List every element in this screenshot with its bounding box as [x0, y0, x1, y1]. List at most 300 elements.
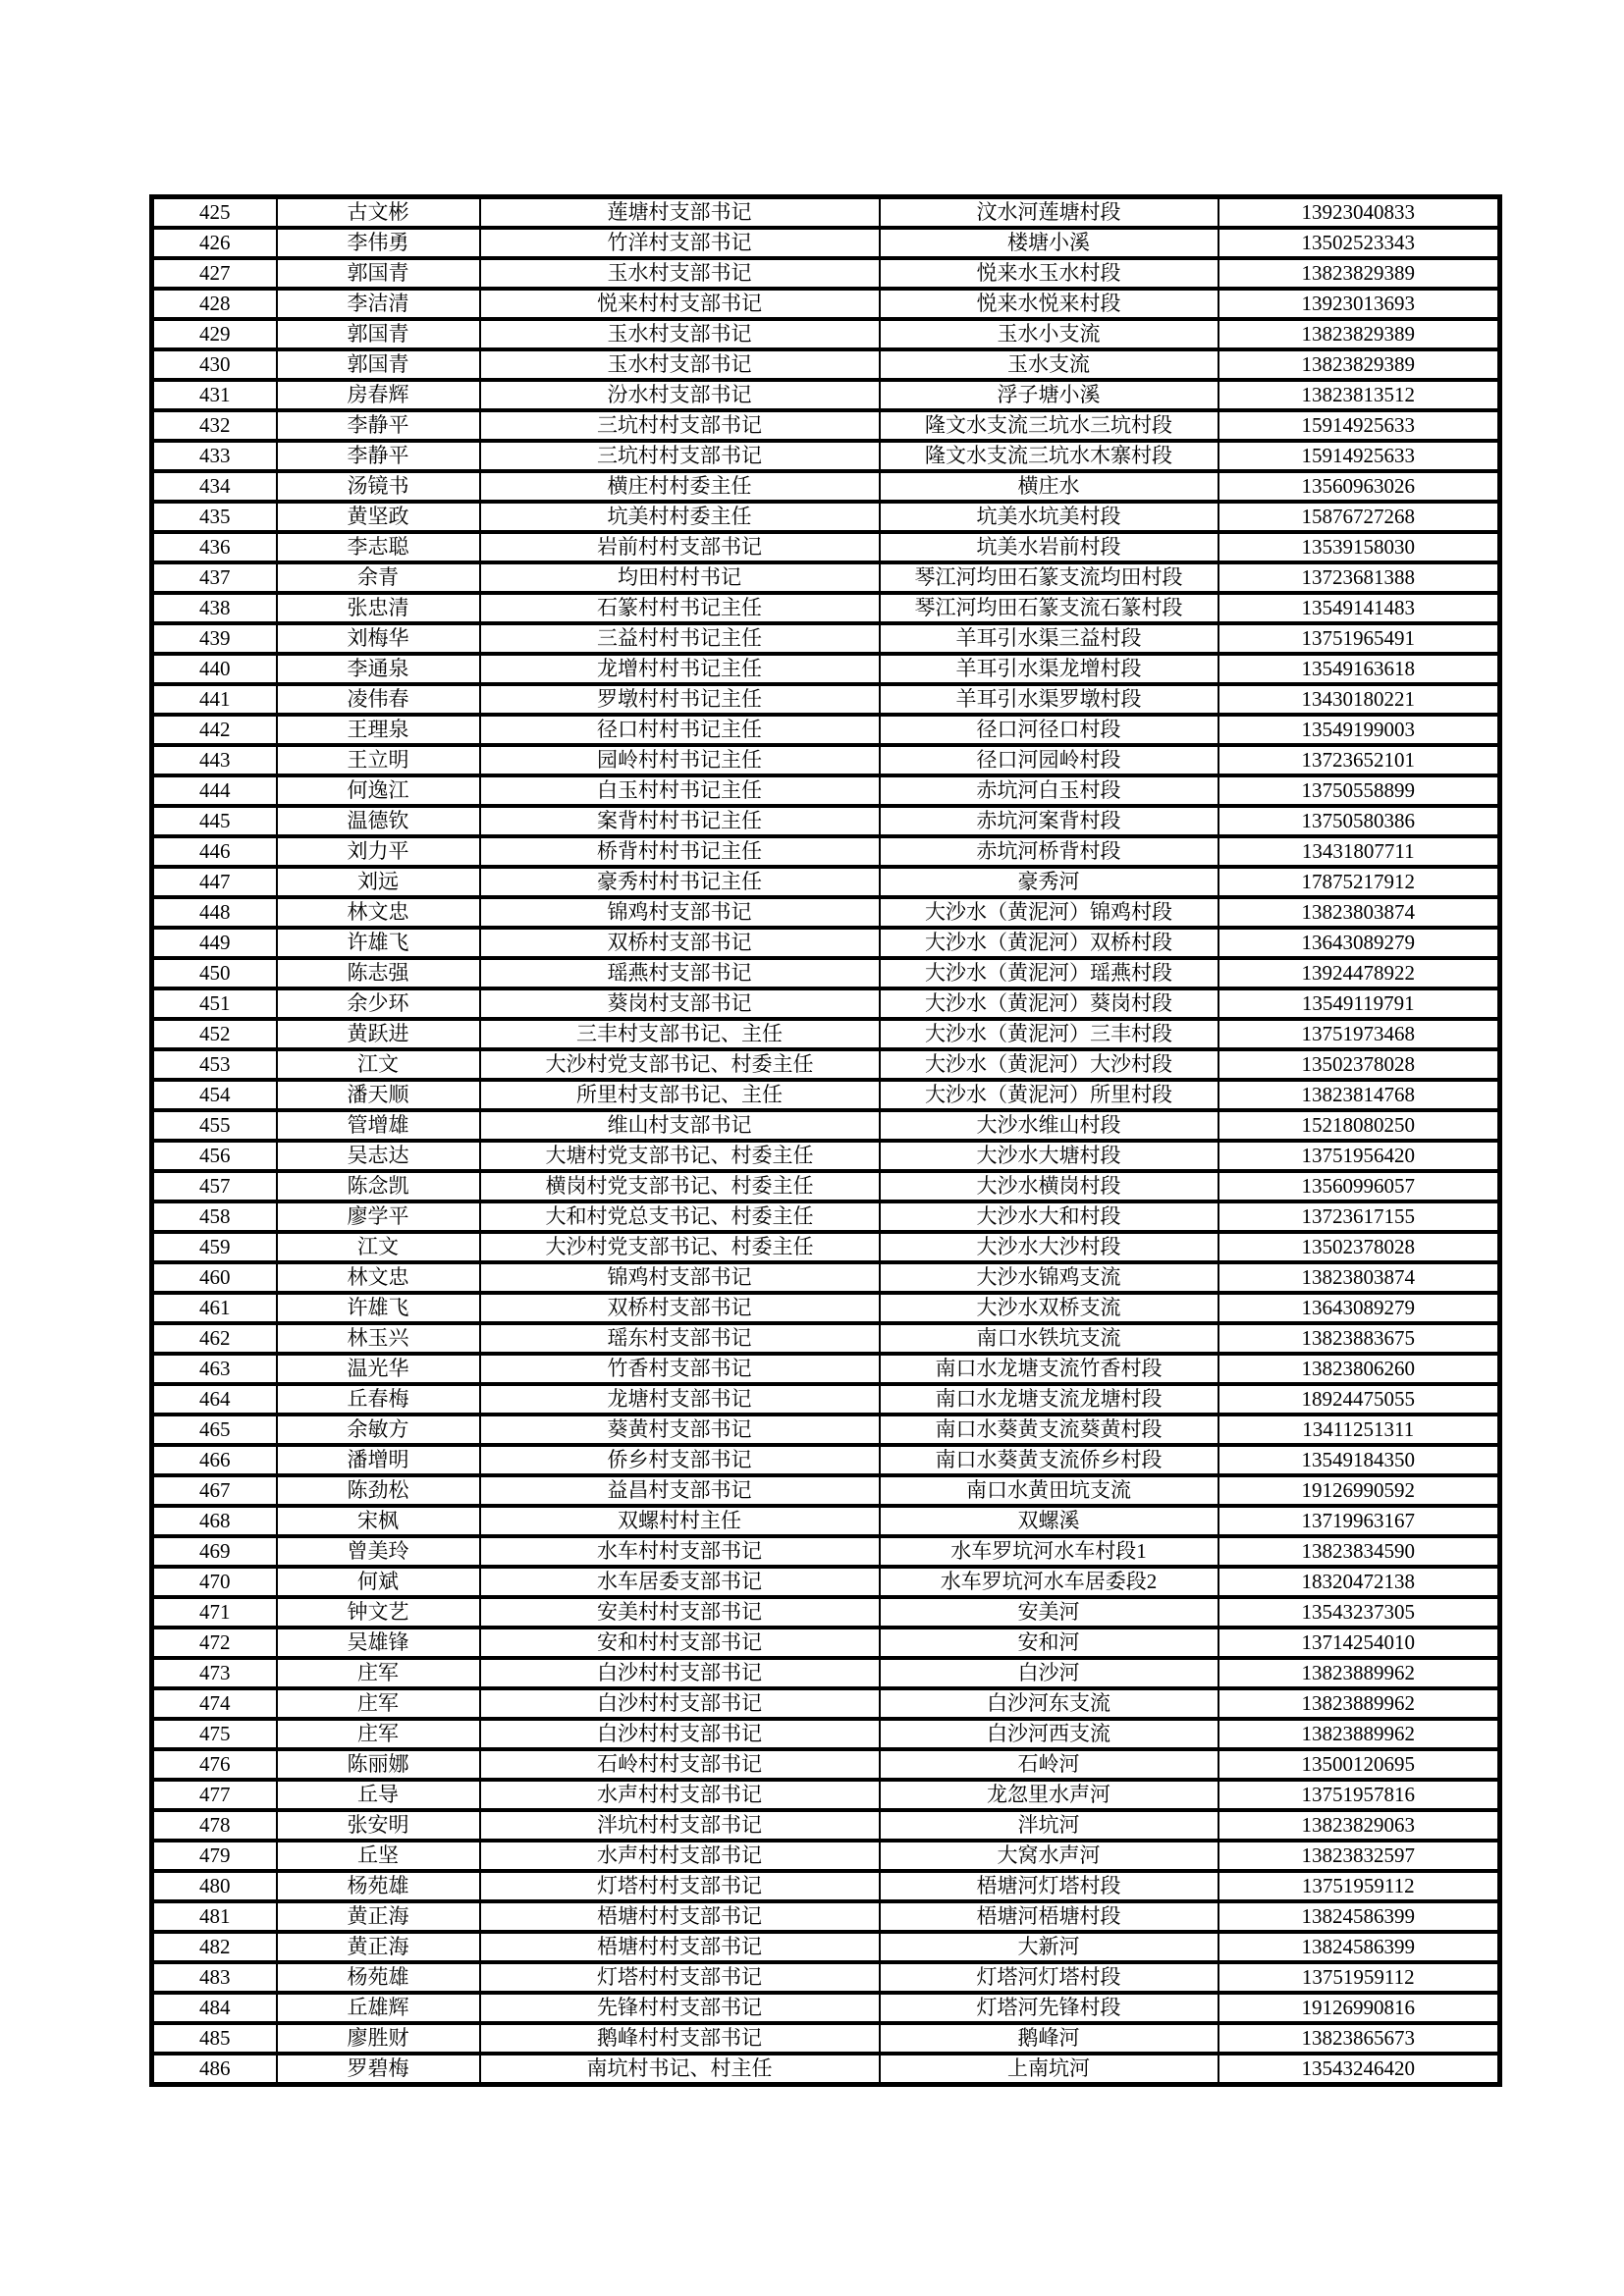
- phone-cell: 13823865673: [1218, 2023, 1500, 2054]
- river-segment-cell: 大沙水大沙村段: [880, 1232, 1218, 1262]
- river-segment-cell: 大沙水（黄泥河）三丰村段: [880, 1019, 1218, 1049]
- river-segment-cell: 悦来水玉水村段: [880, 258, 1218, 289]
- row-number-cell: 449: [152, 928, 277, 958]
- phone-cell: 13824586399: [1218, 1901, 1500, 1932]
- table-row: [152, 1110, 1500, 1141]
- phone-cell: 13723617155: [1218, 1201, 1500, 1232]
- table-row: [152, 562, 1500, 593]
- phone-cell: 13723652101: [1218, 745, 1500, 775]
- position-cell: 灯塔村村支部书记: [480, 1871, 880, 1901]
- name-cell: 王立明: [277, 745, 480, 775]
- row-number-cell: 463: [152, 1354, 277, 1384]
- position-cell: 双桥村支部书记: [480, 1293, 880, 1323]
- name-cell: 潘天顺: [277, 1080, 480, 1110]
- position-cell: 锦鸡村支部书记: [480, 897, 880, 928]
- river-segment-cell: 坑美水岩前村段: [880, 532, 1218, 562]
- phone-cell: 13823814768: [1218, 1080, 1500, 1110]
- river-segment-cell: 大沙水（黄泥河）葵岗村段: [880, 988, 1218, 1019]
- river-segment-cell: 琴江河均田石篆支流石篆村段: [880, 593, 1218, 623]
- phone-cell: 17875217912: [1218, 867, 1500, 897]
- position-cell: 双桥村支部书记: [480, 928, 880, 958]
- row-number-cell: 482: [152, 1932, 277, 1962]
- position-cell: 维山村支部书记: [480, 1110, 880, 1141]
- table-row: [152, 1171, 1500, 1201]
- row-number-cell: 433: [152, 441, 277, 471]
- name-cell: 余青: [277, 562, 480, 593]
- table-row: [152, 1323, 1500, 1354]
- name-cell: 庄军: [277, 1658, 480, 1688]
- position-cell: 双螺村村主任: [480, 1506, 880, 1536]
- name-cell: 何逸江: [277, 775, 480, 806]
- river-segment-cell: 南口水铁坑支流: [880, 1323, 1218, 1354]
- row-number-cell: 438: [152, 593, 277, 623]
- phone-cell: 13549141483: [1218, 593, 1500, 623]
- position-cell: 灯塔村村支部书记: [480, 1962, 880, 1993]
- phone-cell: 13643089279: [1218, 928, 1500, 958]
- name-cell: 管增雄: [277, 1110, 480, 1141]
- phone-cell: 13823883675: [1218, 1323, 1500, 1354]
- row-number-cell: 430: [152, 349, 277, 380]
- row-number-cell: 483: [152, 1962, 277, 1993]
- row-number-cell: 434: [152, 471, 277, 502]
- name-cell: 江文: [277, 1232, 480, 1262]
- phone-cell: 13549163618: [1218, 654, 1500, 684]
- row-number-cell: 476: [152, 1749, 277, 1780]
- table-row: [152, 1201, 1500, 1232]
- name-cell: 杨苑雄: [277, 1962, 480, 1993]
- phone-cell: 13502378028: [1218, 1232, 1500, 1262]
- row-number-cell: 427: [152, 258, 277, 289]
- river-segment-cell: 灯塔河先锋村段: [880, 1993, 1218, 2023]
- table-row: [152, 1597, 1500, 1628]
- table-row: [152, 745, 1500, 775]
- river-segment-cell: 梧塘河灯塔村段: [880, 1871, 1218, 1901]
- phone-cell: 13923040833: [1218, 197, 1500, 229]
- position-cell: 悦来村村支部书记: [480, 289, 880, 319]
- row-number-cell: 446: [152, 836, 277, 867]
- name-cell: 郭国青: [277, 319, 480, 349]
- table-row: [152, 1445, 1500, 1475]
- phone-cell: 13714254010: [1218, 1628, 1500, 1658]
- table-row: [152, 1932, 1500, 1962]
- name-cell: 何斌: [277, 1567, 480, 1597]
- row-number-cell: 454: [152, 1080, 277, 1110]
- position-cell: 安美村村支部书记: [480, 1597, 880, 1628]
- phone-cell: 15218080250: [1218, 1110, 1500, 1141]
- name-cell: 丘春梅: [277, 1384, 480, 1415]
- position-cell: 均田村村书记: [480, 562, 880, 593]
- phone-cell: 13823829389: [1218, 349, 1500, 380]
- phone-cell: 13539158030: [1218, 532, 1500, 562]
- table-row: [152, 684, 1500, 715]
- table-row: [152, 897, 1500, 928]
- row-number-cell: 480: [152, 1871, 277, 1901]
- phone-cell: 13823834590: [1218, 1536, 1500, 1567]
- river-segment-cell: 横庄水: [880, 471, 1218, 502]
- river-segment-cell: 白沙河西支流: [880, 1719, 1218, 1749]
- row-number-cell: 435: [152, 502, 277, 532]
- river-segment-cell: 玉水支流: [880, 349, 1218, 380]
- phone-cell: 13823806260: [1218, 1354, 1500, 1384]
- phone-cell: 13824586399: [1218, 1932, 1500, 1962]
- name-cell: 杨苑雄: [277, 1871, 480, 1901]
- row-number-cell: 481: [152, 1901, 277, 1932]
- name-cell: 许雄飞: [277, 1293, 480, 1323]
- name-cell: 李静平: [277, 410, 480, 441]
- table-row: [152, 593, 1500, 623]
- river-segment-cell: 楼塘小溪: [880, 228, 1218, 258]
- phone-cell: 15914925633: [1218, 441, 1500, 471]
- phone-cell: 13924478922: [1218, 958, 1500, 988]
- row-number-cell: 442: [152, 715, 277, 745]
- row-number-cell: 441: [152, 684, 277, 715]
- phone-cell: 15914925633: [1218, 410, 1500, 441]
- table-row: [152, 471, 1500, 502]
- name-cell: 黄正海: [277, 1932, 480, 1962]
- table-row: [152, 410, 1500, 441]
- table-row: [152, 1354, 1500, 1384]
- river-segment-cell: 赤坑河白玉村段: [880, 775, 1218, 806]
- river-segment-cell: 大沙水大塘村段: [880, 1141, 1218, 1171]
- phone-cell: 13411251311: [1218, 1415, 1500, 1445]
- name-cell: 钟文艺: [277, 1597, 480, 1628]
- table-row: [152, 1962, 1500, 1993]
- contact-roster-table: [149, 194, 1502, 2087]
- row-number-cell: 467: [152, 1475, 277, 1506]
- table-row: [152, 502, 1500, 532]
- table-row: [152, 1628, 1500, 1658]
- position-cell: 白沙村村支部书记: [480, 1688, 880, 1719]
- row-number-cell: 471: [152, 1597, 277, 1628]
- position-cell: 水车居委支部书记: [480, 1567, 880, 1597]
- position-cell: 益昌村支部书记: [480, 1475, 880, 1506]
- name-cell: 王理泉: [277, 715, 480, 745]
- position-cell: 鹅峰村村支部书记: [480, 2023, 880, 2054]
- name-cell: 余少环: [277, 988, 480, 1019]
- position-cell: 白沙村村支部书记: [480, 1658, 880, 1688]
- row-number-cell: 452: [152, 1019, 277, 1049]
- river-segment-cell: 安和河: [880, 1628, 1218, 1658]
- position-cell: 坑美村村委主任: [480, 502, 880, 532]
- river-segment-cell: 大沙水（黄泥河）大沙村段: [880, 1049, 1218, 1080]
- name-cell: 李洁清: [277, 289, 480, 319]
- river-segment-cell: 大沙水锦鸡支流: [880, 1262, 1218, 1293]
- position-cell: 横庄村村委主任: [480, 471, 880, 502]
- row-number-cell: 460: [152, 1262, 277, 1293]
- position-cell: 龙增村村书记主任: [480, 654, 880, 684]
- river-segment-cell: 白沙河: [880, 1658, 1218, 1688]
- table-row: [152, 623, 1500, 654]
- name-cell: 林文忠: [277, 1262, 480, 1293]
- table-row: [152, 1841, 1500, 1871]
- row-number-cell: 429: [152, 319, 277, 349]
- table-row: [152, 1780, 1500, 1810]
- name-cell: 温德钦: [277, 806, 480, 836]
- table-body: [152, 197, 1500, 2085]
- row-number-cell: 477: [152, 1780, 277, 1810]
- river-segment-cell: 赤坑河案背村段: [880, 806, 1218, 836]
- phone-cell: 13823889962: [1218, 1688, 1500, 1719]
- position-cell: 三坑村村支部书记: [480, 410, 880, 441]
- table-row: [152, 228, 1500, 258]
- row-number-cell: 466: [152, 1445, 277, 1475]
- river-segment-cell: 大沙水维山村段: [880, 1110, 1218, 1141]
- table-row: [152, 532, 1500, 562]
- table-row: [152, 1901, 1500, 1932]
- river-segment-cell: 大新河: [880, 1932, 1218, 1962]
- name-cell: 张安明: [277, 1810, 480, 1841]
- position-cell: 葵黄村支部书记: [480, 1415, 880, 1445]
- name-cell: 潘增明: [277, 1445, 480, 1475]
- table-row: [152, 1293, 1500, 1323]
- table-row: [152, 988, 1500, 1019]
- table-row: [152, 1993, 1500, 2023]
- row-number-cell: 436: [152, 532, 277, 562]
- phone-cell: 19126990816: [1218, 1993, 1500, 2023]
- row-number-cell: 451: [152, 988, 277, 1019]
- name-cell: 房春辉: [277, 380, 480, 410]
- row-number-cell: 440: [152, 654, 277, 684]
- position-cell: 径口村村书记主任: [480, 715, 880, 745]
- row-number-cell: 456: [152, 1141, 277, 1171]
- name-cell: 李志聪: [277, 532, 480, 562]
- table-row: [152, 1658, 1500, 1688]
- phone-cell: 13543246420: [1218, 2054, 1500, 2085]
- row-number-cell: 458: [152, 1201, 277, 1232]
- position-cell: 汾水村支部书记: [480, 380, 880, 410]
- river-segment-cell: 琴江河均田石篆支流均田村段: [880, 562, 1218, 593]
- row-number-cell: 468: [152, 1506, 277, 1536]
- name-cell: 庄军: [277, 1719, 480, 1749]
- table-row: [152, 806, 1500, 836]
- phone-cell: 13560963026: [1218, 471, 1500, 502]
- table-row: [152, 380, 1500, 410]
- river-segment-cell: 石岭河: [880, 1749, 1218, 1780]
- phone-cell: 19126990592: [1218, 1475, 1500, 1506]
- row-number-cell: 462: [152, 1323, 277, 1354]
- phone-cell: 13549184350: [1218, 1445, 1500, 1475]
- position-cell: 莲塘村支部书记: [480, 197, 880, 229]
- river-segment-cell: 径口河园岭村段: [880, 745, 1218, 775]
- river-segment-cell: 水车罗坑河水车村段1: [880, 1536, 1218, 1567]
- table-row: [152, 836, 1500, 867]
- table-row: [152, 1141, 1500, 1171]
- phone-cell: 13560996057: [1218, 1171, 1500, 1201]
- table-row: [152, 441, 1500, 471]
- phone-cell: 13500120695: [1218, 1749, 1500, 1780]
- river-segment-cell: 大沙水（黄泥河）瑶燕村段: [880, 958, 1218, 988]
- name-cell: 李静平: [277, 441, 480, 471]
- position-cell: 白玉村村书记主任: [480, 775, 880, 806]
- row-number-cell: 445: [152, 806, 277, 836]
- table-row: [152, 1415, 1500, 1445]
- table-row: [152, 1749, 1500, 1780]
- row-number-cell: 461: [152, 1293, 277, 1323]
- phone-cell: 13543237305: [1218, 1597, 1500, 1628]
- river-segment-cell: 赤坑河桥背村段: [880, 836, 1218, 867]
- row-number-cell: 464: [152, 1384, 277, 1415]
- name-cell: 许雄飞: [277, 928, 480, 958]
- river-segment-cell: 大沙水（黄泥河）所里村段: [880, 1080, 1218, 1110]
- name-cell: 陈丽娜: [277, 1749, 480, 1780]
- table-row: [152, 2023, 1500, 2054]
- position-cell: 南坑村书记、村主任: [480, 2054, 880, 2085]
- table-row: [152, 1567, 1500, 1597]
- row-number-cell: 439: [152, 623, 277, 654]
- river-segment-cell: 大沙水横岗村段: [880, 1171, 1218, 1201]
- phone-cell: 13823829063: [1218, 1810, 1500, 1841]
- row-number-cell: 485: [152, 2023, 277, 2054]
- river-segment-cell: 大窝水声河: [880, 1841, 1218, 1871]
- row-number-cell: 447: [152, 867, 277, 897]
- name-cell: 刘远: [277, 867, 480, 897]
- name-cell: 凌伟春: [277, 684, 480, 715]
- phone-cell: 13823813512: [1218, 380, 1500, 410]
- river-segment-cell: 径口河径口村段: [880, 715, 1218, 745]
- river-segment-cell: 羊耳引水渠龙增村段: [880, 654, 1218, 684]
- table-row: [152, 1080, 1500, 1110]
- position-cell: 罗墩村村书记主任: [480, 684, 880, 715]
- position-cell: 安和村村支部书记: [480, 1628, 880, 1658]
- table-row: [152, 2054, 1500, 2085]
- name-cell: 黄正海: [277, 1901, 480, 1932]
- river-segment-cell: 羊耳引水渠罗墩村段: [880, 684, 1218, 715]
- position-cell: 瑶东村支部书记: [480, 1323, 880, 1354]
- table-row: [152, 1810, 1500, 1841]
- position-cell: 桥背村村书记主任: [480, 836, 880, 867]
- table-row: [152, 1475, 1500, 1506]
- row-number-cell: 469: [152, 1536, 277, 1567]
- table-row: [152, 1506, 1500, 1536]
- river-segment-cell: 南口水葵黄支流侨乡村段: [880, 1445, 1218, 1475]
- table-row: [152, 1384, 1500, 1415]
- river-segment-cell: 隆文水支流三坑水三坑村段: [880, 410, 1218, 441]
- position-cell: 三丰村支部书记、主任: [480, 1019, 880, 1049]
- name-cell: 刘力平: [277, 836, 480, 867]
- row-number-cell: 470: [152, 1567, 277, 1597]
- phone-cell: 13823829389: [1218, 258, 1500, 289]
- position-cell: 横岗村党支部书记、村委主任: [480, 1171, 880, 1201]
- position-cell: 先锋村村支部书记: [480, 1993, 880, 2023]
- table-row: [152, 1719, 1500, 1749]
- river-segment-cell: 南口水葵黄支流葵黄村段: [880, 1415, 1218, 1445]
- name-cell: 郭国青: [277, 258, 480, 289]
- row-number-cell: 484: [152, 1993, 277, 2023]
- table-row: [152, 1232, 1500, 1262]
- position-cell: 岩前村村支部书记: [480, 532, 880, 562]
- row-number-cell: 426: [152, 228, 277, 258]
- position-cell: 葵岗村支部书记: [480, 988, 880, 1019]
- name-cell: 吴志达: [277, 1141, 480, 1171]
- row-number-cell: 478: [152, 1810, 277, 1841]
- position-cell: 水声村村支部书记: [480, 1780, 880, 1810]
- position-cell: 石岭村村支部书记: [480, 1749, 880, 1780]
- position-cell: 侨乡村支部书记: [480, 1445, 880, 1475]
- river-segment-cell: 南口水龙塘支流竹香村段: [880, 1354, 1218, 1384]
- name-cell: 吴雄锋: [277, 1628, 480, 1658]
- table-row: [152, 715, 1500, 745]
- name-cell: 余敏方: [277, 1415, 480, 1445]
- row-number-cell: 474: [152, 1688, 277, 1719]
- phone-cell: 13719963167: [1218, 1506, 1500, 1536]
- row-number-cell: 457: [152, 1171, 277, 1201]
- row-number-cell: 486: [152, 2054, 277, 2085]
- position-cell: 泮坑村村支部书记: [480, 1810, 880, 1841]
- river-segment-cell: 浮子塘小溪: [880, 380, 1218, 410]
- table-row: [152, 197, 1500, 229]
- river-segment-cell: 水车罗坑河水车居委段2: [880, 1567, 1218, 1597]
- row-number-cell: 472: [152, 1628, 277, 1658]
- position-cell: 园岭村村书记主任: [480, 745, 880, 775]
- name-cell: 刘梅华: [277, 623, 480, 654]
- table-row: [152, 1019, 1500, 1049]
- name-cell: 陈念凯: [277, 1171, 480, 1201]
- phone-cell: 13430180221: [1218, 684, 1500, 715]
- name-cell: 罗碧梅: [277, 2054, 480, 2085]
- river-segment-cell: 双螺溪: [880, 1506, 1218, 1536]
- position-cell: 案背村村书记主任: [480, 806, 880, 836]
- row-number-cell: 443: [152, 745, 277, 775]
- river-segment-cell: 坑美水坑美村段: [880, 502, 1218, 532]
- name-cell: 丘坚: [277, 1841, 480, 1871]
- row-number-cell: 428: [152, 289, 277, 319]
- name-cell: 李通泉: [277, 654, 480, 684]
- table-row: [152, 319, 1500, 349]
- name-cell: 古文彬: [277, 197, 480, 229]
- phone-cell: 15876727268: [1218, 502, 1500, 532]
- river-segment-cell: 南口水黄田坑支流: [880, 1475, 1218, 1506]
- position-cell: 锦鸡村支部书记: [480, 1262, 880, 1293]
- river-segment-cell: 玉水小支流: [880, 319, 1218, 349]
- river-segment-cell: 汶水河莲塘村段: [880, 197, 1218, 229]
- phone-cell: 13643089279: [1218, 1293, 1500, 1323]
- name-cell: 丘雄辉: [277, 1993, 480, 2023]
- river-segment-cell: 梧塘河梧塘村段: [880, 1901, 1218, 1932]
- row-number-cell: 448: [152, 897, 277, 928]
- row-number-cell: 453: [152, 1049, 277, 1080]
- phone-cell: 18924475055: [1218, 1384, 1500, 1415]
- river-segment-cell: 白沙河东支流: [880, 1688, 1218, 1719]
- name-cell: 张忠清: [277, 593, 480, 623]
- position-cell: 玉水村支部书记: [480, 349, 880, 380]
- phone-cell: 13751959112: [1218, 1962, 1500, 1993]
- row-number-cell: 444: [152, 775, 277, 806]
- row-number-cell: 455: [152, 1110, 277, 1141]
- table-row: [152, 1536, 1500, 1567]
- position-cell: 竹洋村支部书记: [480, 228, 880, 258]
- name-cell: 陈志强: [277, 958, 480, 988]
- phone-cell: 13723681388: [1218, 562, 1500, 593]
- row-number-cell: 465: [152, 1415, 277, 1445]
- position-cell: 水车村村支部书记: [480, 1536, 880, 1567]
- phone-cell: 13549119791: [1218, 988, 1500, 1019]
- position-cell: 大沙村党支部书记、村委主任: [480, 1049, 880, 1080]
- position-cell: 石篆村村书记主任: [480, 593, 880, 623]
- river-segment-cell: 龙忽里水声河: [880, 1780, 1218, 1810]
- name-cell: 庄军: [277, 1688, 480, 1719]
- table-row: [152, 867, 1500, 897]
- position-cell: 大沙村党支部书记、村委主任: [480, 1232, 880, 1262]
- phone-cell: 13823889962: [1218, 1719, 1500, 1749]
- position-cell: 三益村村书记主任: [480, 623, 880, 654]
- phone-cell: 13502378028: [1218, 1049, 1500, 1080]
- phone-cell: 13823803874: [1218, 897, 1500, 928]
- row-number-cell: 450: [152, 958, 277, 988]
- table-row: [152, 1871, 1500, 1901]
- table-row: [152, 775, 1500, 806]
- position-cell: 豪秀村村书记主任: [480, 867, 880, 897]
- row-number-cell: 479: [152, 1841, 277, 1871]
